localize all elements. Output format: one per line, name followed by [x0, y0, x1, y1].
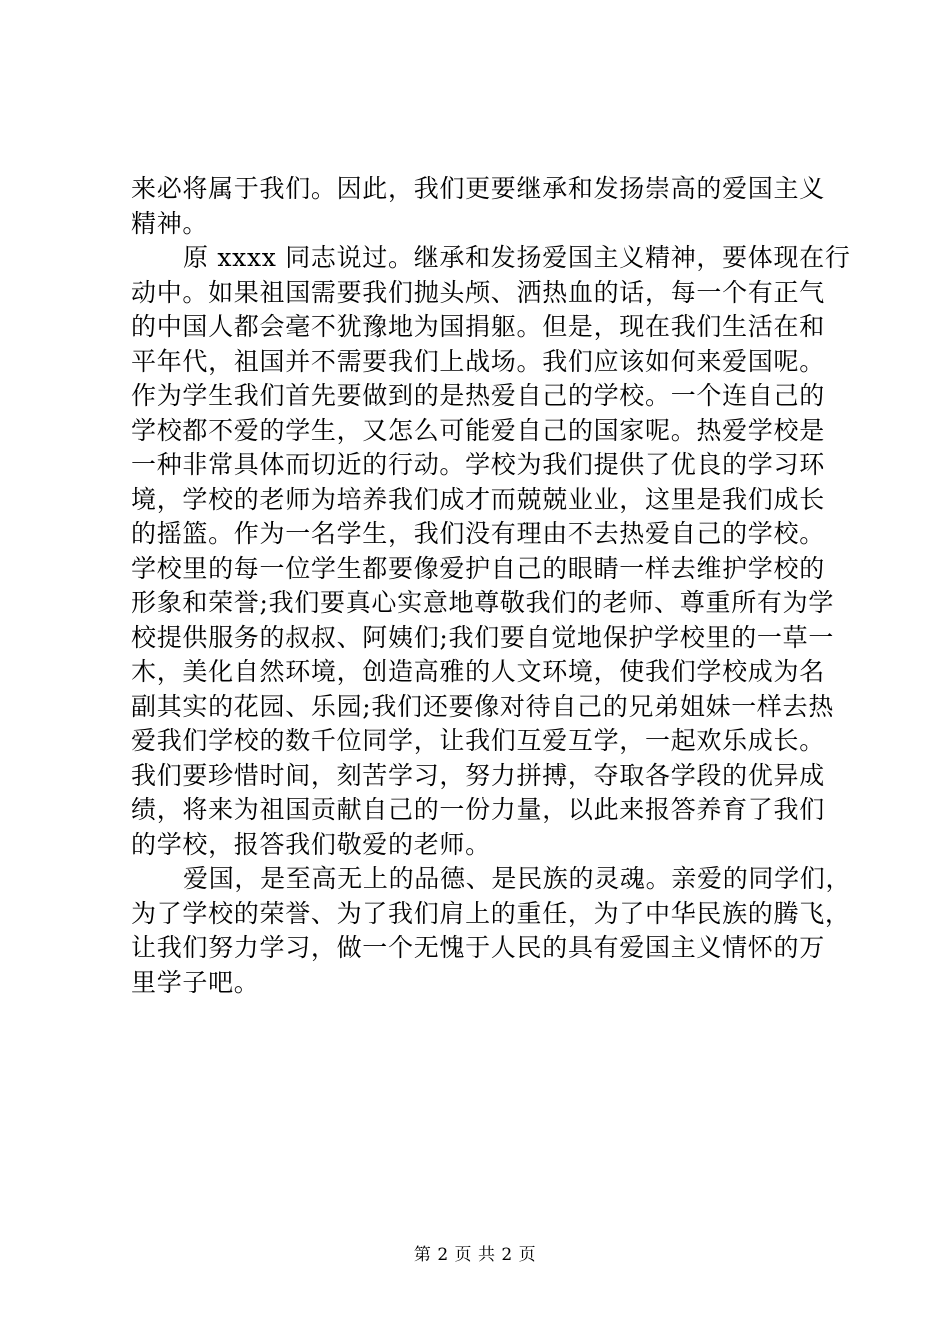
text-line: 里学子吧。 [131, 967, 260, 997]
text-line: 校提供服务的叔叔、阿姨们;我们要自觉地保护学校里的一草一 [131, 622, 835, 652]
text-line: 的摇篮。作为一名学生，我们没有理由不去热爱自己的学校。 [131, 519, 825, 548]
text-line: 原 xxxx 同志说过。继承和发扬爱国主义精神，要体现在行 [183, 243, 851, 272]
paragraph [131, 241, 851, 862]
document-body [131, 172, 852, 1000]
text-line: 学校都不爱的学生，又怎么可能爱自己的国家呢。热爱学校是 [131, 415, 825, 445]
text-line: 的中国人都会毫不犹豫地为国捐躯。但是，现在我们生活在和 [131, 312, 825, 341]
text-line: 让我们努力学习，做一个无愧于人民的具有爱国主义情怀的万 [131, 933, 825, 962]
text-line: 木，美化自然环境，创造高雅的人文环境，使我们学校成为名 [131, 657, 825, 686]
text-line: 平年代，祖国并不需要我们上战场。我们应该如何来爱国呢。 [131, 346, 825, 376]
text-line: 的学校，报答我们敬爱的老师。 [131, 829, 491, 859]
text-line: 我们要珍惜时间，刻苦学习，努力拼搏，夺取各学段的优异成 [131, 760, 825, 790]
text-line: 副其实的花园、乐园;我们还要像对待自己的兄弟姐妹一样去热 [131, 691, 835, 721]
paragraph [131, 862, 852, 1000]
text-line: 爱国，是至高无上的品德、是民族的灵魂。亲爱的同学们， [183, 864, 852, 893]
text-line: 精神。 [131, 208, 209, 238]
text-line: 境，学校的老师为培养我们成才而兢兢业业，这里是我们成长 [131, 484, 825, 514]
text-line: 爱我们学校的数千位同学，让我们互爱互学，一起欢乐成长。 [131, 726, 825, 755]
text-line: 一种非常具体而切近的行动。学校为我们提供了优良的学习环 [131, 450, 825, 479]
page-footer: 第 2 页 共 2 页 [413, 1245, 537, 1265]
text-line: 学校里的每一位学生都要像爱护自己的眼睛一样去维护学校的 [131, 553, 825, 583]
paragraph [131, 172, 831, 241]
text-line: 来必将属于我们。因此，我们更要继承和发扬崇高的爱国主义 [131, 174, 825, 203]
text-line: 为了学校的荣誉、为了我们肩上的重任，为了中华民族的腾飞， [131, 898, 851, 928]
text-line: 形象和荣誉;我们要真心实意地尊敬我们的老师、尊重所有为学 [131, 588, 835, 617]
text-line: 动中。如果祖国需要我们抛头颅、洒热血的话，每一个有正气 [131, 277, 825, 307]
text-line: 作为学生我们首先要做到的是热爱自己的学校。一个连自己的 [131, 381, 825, 410]
text-line: 绩，将来为祖国贡献自己的一份力量，以此来报答养育了我们 [131, 795, 825, 824]
